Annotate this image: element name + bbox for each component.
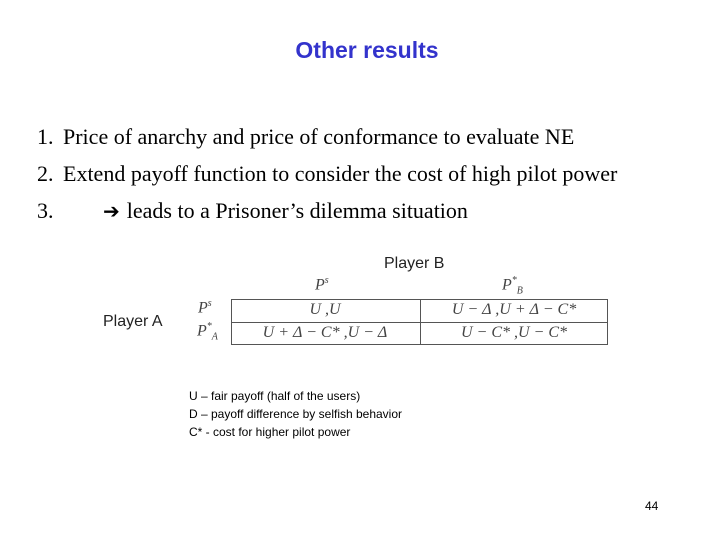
matrix-cell: U − C* ,U − C* <box>460 324 568 341</box>
bullet-text: Price of anarchy and price of conformance to evaluate NE <box>63 124 575 149</box>
right-arrow-icon: ➔ <box>103 199 120 223</box>
legend-item: C* - cost for higher pilot power <box>189 425 351 439</box>
matrix-cell: U + Δ − C* ,U − Δ <box>262 324 388 341</box>
page-number: 44 <box>645 499 659 513</box>
bullet-text: Extend payoff function to consider the cost of high pilot power <box>63 161 618 186</box>
row-header-ps: $P^s$ <box>198 298 212 317</box>
legend-item: U – fair payoff (half of the users) <box>189 389 361 403</box>
bullet-text: leads to a Prisoner’s dilemma situation <box>126 198 468 223</box>
bullet-number: 1. <box>37 124 54 149</box>
legend-item: D – payoff difference by selfish behavior <box>189 407 403 421</box>
row-header-pa-star: $P^*_A$ <box>197 321 218 343</box>
matrix-cell: U − Δ ,U + Δ − C* <box>451 301 577 318</box>
slide-title: Other results <box>295 37 439 63</box>
column-header-ps: $P^s$ <box>315 275 329 294</box>
player-b-label: Player B <box>384 255 445 272</box>
column-header-pb-star: $P^*_B$ <box>502 275 523 297</box>
player-a-label: Player A <box>103 313 163 330</box>
legend <box>189 387 402 441</box>
matrix-cell: U ,U <box>309 301 341 318</box>
bullet-number: 3. <box>37 198 54 223</box>
bullet-number: 2. <box>37 161 54 186</box>
